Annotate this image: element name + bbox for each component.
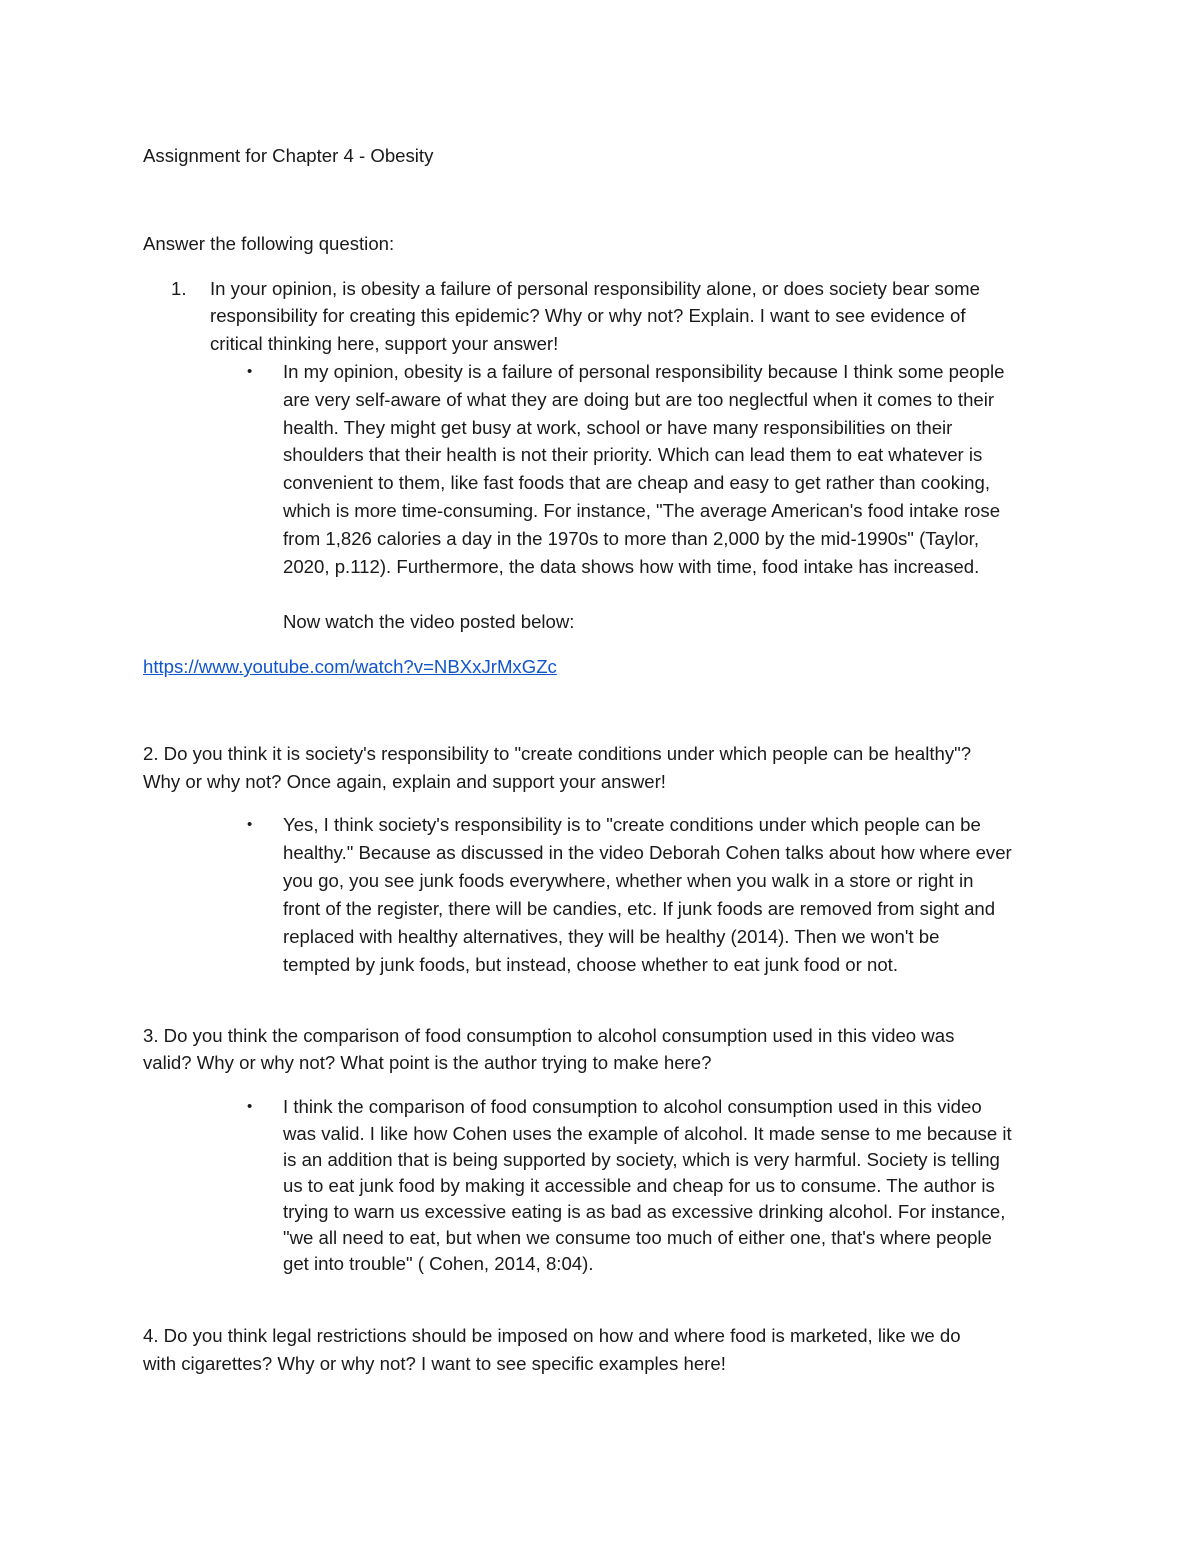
question-2-line: 2. Do you think it is society's responsibility to "create conditions under which people can be healthy"?: [143, 743, 972, 764]
answer-2-line: replaced with healthy alternatives, they will be healthy (2014). Then we won't be: [283, 926, 940, 947]
answer-1-line: In my opinion, obesity is a failure of personal responsibility because I think some people: [283, 361, 1005, 382]
answer-1-line: are very self-aware of what they are doing but are too neglectful when it comes to their: [283, 389, 995, 410]
question-2-line: Why or why not? Once again, explain and support your answer!: [143, 771, 666, 792]
question-1-line: responsibility for creating this epidemic? Why or why not? Explain. I want to see evidence of: [210, 305, 966, 326]
answer-3-line: us to eat junk food by making it accessible and cheap for us to consume. The author is: [283, 1175, 995, 1196]
question-1-line: critical thinking here, support your answer!: [210, 333, 559, 354]
bullet-icon: •: [247, 363, 253, 380]
question-1-number: 1.: [171, 278, 187, 299]
question-1-line: In your opinion, is obesity a failure of personal responsibility alone, or does society bear some: [210, 278, 980, 299]
video-prompt: Now watch the video posted below:: [283, 611, 575, 632]
answer-1-line: health. They might get busy at work, school or have many responsibilities on their: [283, 417, 953, 438]
video-link[interactable]: https://www.youtube.com/watch?v=NBXxJrMxGZc: [143, 656, 557, 677]
answer-1-line: 2020, p.112). Furthermore, the data shows how with time, food intake has increased.: [283, 556, 980, 577]
question-3-line: 3. Do you think the comparison of food consumption to alcohol consumption used in this video was: [143, 1025, 955, 1046]
question-3-line: valid? Why or why not? What point is the author trying to make here?: [143, 1052, 712, 1073]
answer-2-line: healthy." Because as discussed in the video Deborah Cohen talks about how where ever: [283, 842, 1012, 863]
answer-1-line: convenient to them, like fast foods that are cheap and easy to get rather than cooking,: [283, 472, 991, 493]
answer-2-line: Yes, I think society's responsibility is to "create conditions under which people can be: [283, 814, 981, 835]
answer-3-line: trying to warn us excessive eating is as bad as excessive drinking alcohol. For instance,: [283, 1201, 1006, 1222]
answer-1-line: from 1,826 calories a day in the 1970s to more than 2,000 by the mid-1990s" (Taylor,: [283, 528, 979, 549]
document-title: Assignment for Chapter 4 - Obesity: [143, 145, 434, 166]
answer-2-line: front of the register, there will be candies, etc. If junk foods are removed from sight and: [283, 898, 996, 919]
answer-3-line: is an addition that is being supported by society, which is very harmful. Society is telling: [283, 1149, 1000, 1170]
answer-3-line: get into trouble" ( Cohen, 2014, 8:04).: [283, 1253, 594, 1274]
bullet-icon: •: [247, 816, 253, 833]
answer-1-line: which is more time-consuming. For instance, "The average American's food intake rose: [283, 500, 1001, 521]
instruction-text: Answer the following question:: [143, 233, 395, 254]
answer-2-line: tempted by junk foods, but instead, choose whether to eat junk food or not.: [283, 954, 899, 975]
bullet-icon: •: [247, 1098, 253, 1115]
answer-3-line: I think the comparison of food consumption to alcohol consumption used in this video: [283, 1096, 982, 1117]
question-4-line: 4. Do you think legal restrictions should be imposed on how and where food is marketed, like we do: [143, 1325, 961, 1346]
question-4-line: with cigarettes? Why or why not? I want to see specific examples here!: [143, 1353, 726, 1374]
answer-1-line: shoulders that their health is not their priority. Which can lead them to eat whatever is: [283, 444, 983, 465]
answer-3-line: "we all need to eat, but when we consume too much of either one, that's where people: [283, 1227, 992, 1248]
answer-3-line: was valid. I like how Cohen uses the example of alcohol. It made sense to me because it: [283, 1123, 1012, 1144]
answer-2-line: you go, you see junk foods everywhere, whether when you walk in a store or right in: [283, 870, 974, 891]
